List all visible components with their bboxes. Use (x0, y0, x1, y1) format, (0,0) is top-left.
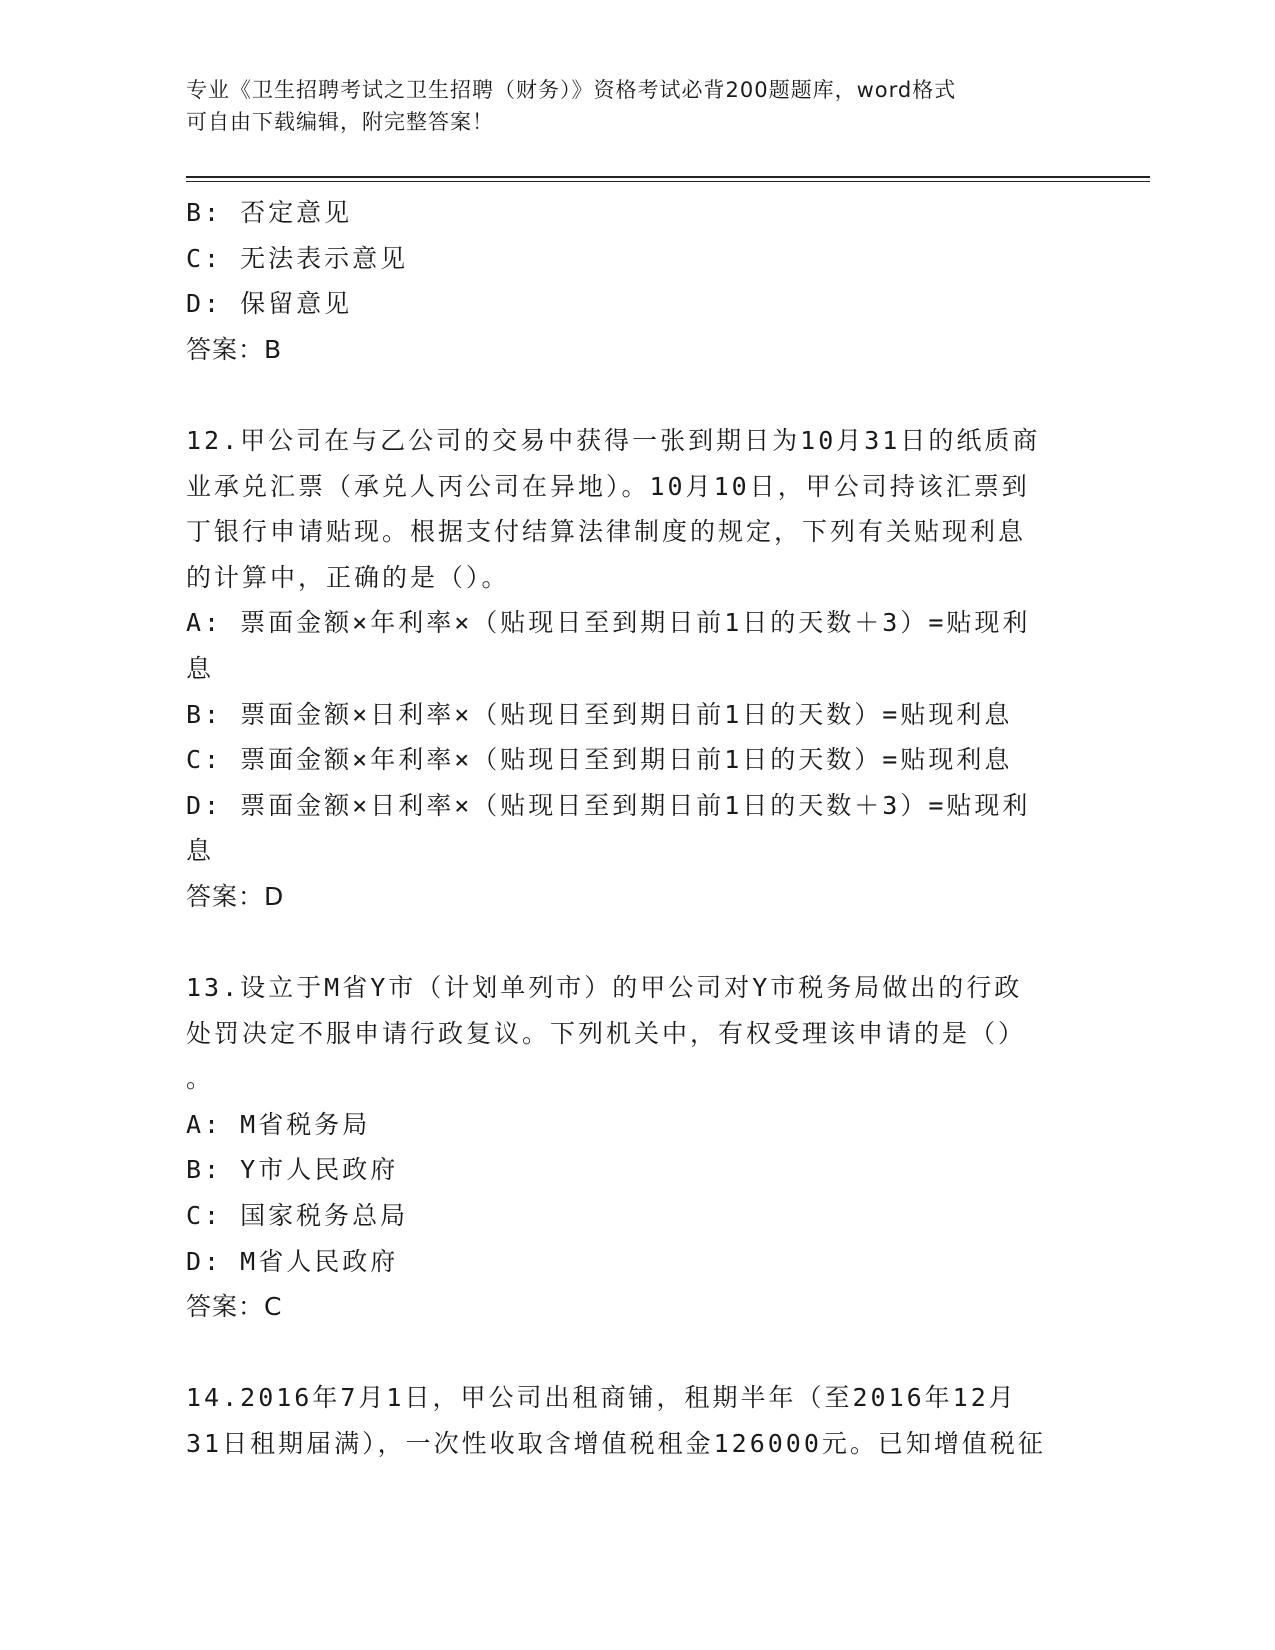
question-stem: 12.甲公司在与乙公司的交易中获得一张到期日为10月31日的纸质商 (186, 425, 1041, 455)
answer-line: 答案：B (186, 334, 283, 364)
option-a: A: M省税务局 (186, 1109, 371, 1139)
header-line-1: 专业《卫生招聘考试之卫生招聘（财务）》资格考试必背200题题库，word格式 (186, 78, 957, 102)
document-header (186, 74, 1106, 138)
spacer (186, 372, 1086, 418)
option-d: D: 票面金额×日利率×（贴现日至到期日前1日的天数＋3）=贴现利 (186, 790, 1031, 820)
spacer (186, 920, 1086, 966)
option-b: B: 否定意见 (186, 198, 353, 227)
spacer (186, 1330, 1086, 1376)
answer-line: 答案：D (186, 881, 285, 911)
option-b: B: Y市人民政府 (186, 1155, 399, 1185)
header-rule-thick (186, 176, 1150, 178)
option-b: B: 票面金额×日利率×（贴现日至到期日前1日的天数）=贴现利息 (186, 699, 1013, 729)
option-d: D: 保留意见 (186, 289, 353, 319)
question-14 (186, 1375, 1086, 1466)
option-d-continued: 息 (186, 836, 215, 866)
option-c: C: 无法表示意见 (186, 243, 409, 273)
question-stem: 31日租期届满），一次性收取含增值税租金126000元。已知增值税征 (186, 1429, 1046, 1459)
question-stem: 的计算中，正确的是（）。 (186, 562, 510, 592)
option-c: C: 国家税务总局 (186, 1201, 409, 1231)
document-body (186, 190, 1086, 1467)
question-stem: 14.2016年7月1日，甲公司出租商铺，租期半年（至2016年12月 (186, 1383, 1017, 1413)
question-stem: 丁银行申请贴现。根据支付结算法律制度的规定，下列有关贴现利息 (186, 517, 1027, 547)
question-stem: 处罚决定不服申请行政复议。下列机关中，有权受理该申请的是（） (186, 1018, 1027, 1048)
option-a-continued: 息 (186, 653, 215, 683)
option-c: C: 票面金额×年利率×（贴现日至到期日前1日的天数）=贴现利息 (186, 745, 1013, 775)
header-line-2: 可自由下载编辑，附完整答案！ (186, 110, 494, 134)
answer-line: 答案：C (186, 1292, 283, 1322)
question-13 (186, 965, 1086, 1330)
question-11 (186, 190, 1086, 372)
question-12 (186, 418, 1086, 920)
question-stem: 13.设立于M省Y市（计划单列市）的甲公司对Y市税务局做出的行政 (186, 973, 1023, 1003)
option-a: A: 票面金额×年利率×（贴现日至到期日前1日的天数＋3）=贴现利 (186, 608, 1031, 638)
question-stem: 业承兑汇票（承兑人丙公司在异地）。10月10日，甲公司持该汇票到 (186, 471, 1030, 501)
question-stem: 。 (186, 1064, 215, 1094)
option-d: D: M省人民政府 (186, 1246, 399, 1276)
header-rule-thin (186, 181, 1150, 182)
